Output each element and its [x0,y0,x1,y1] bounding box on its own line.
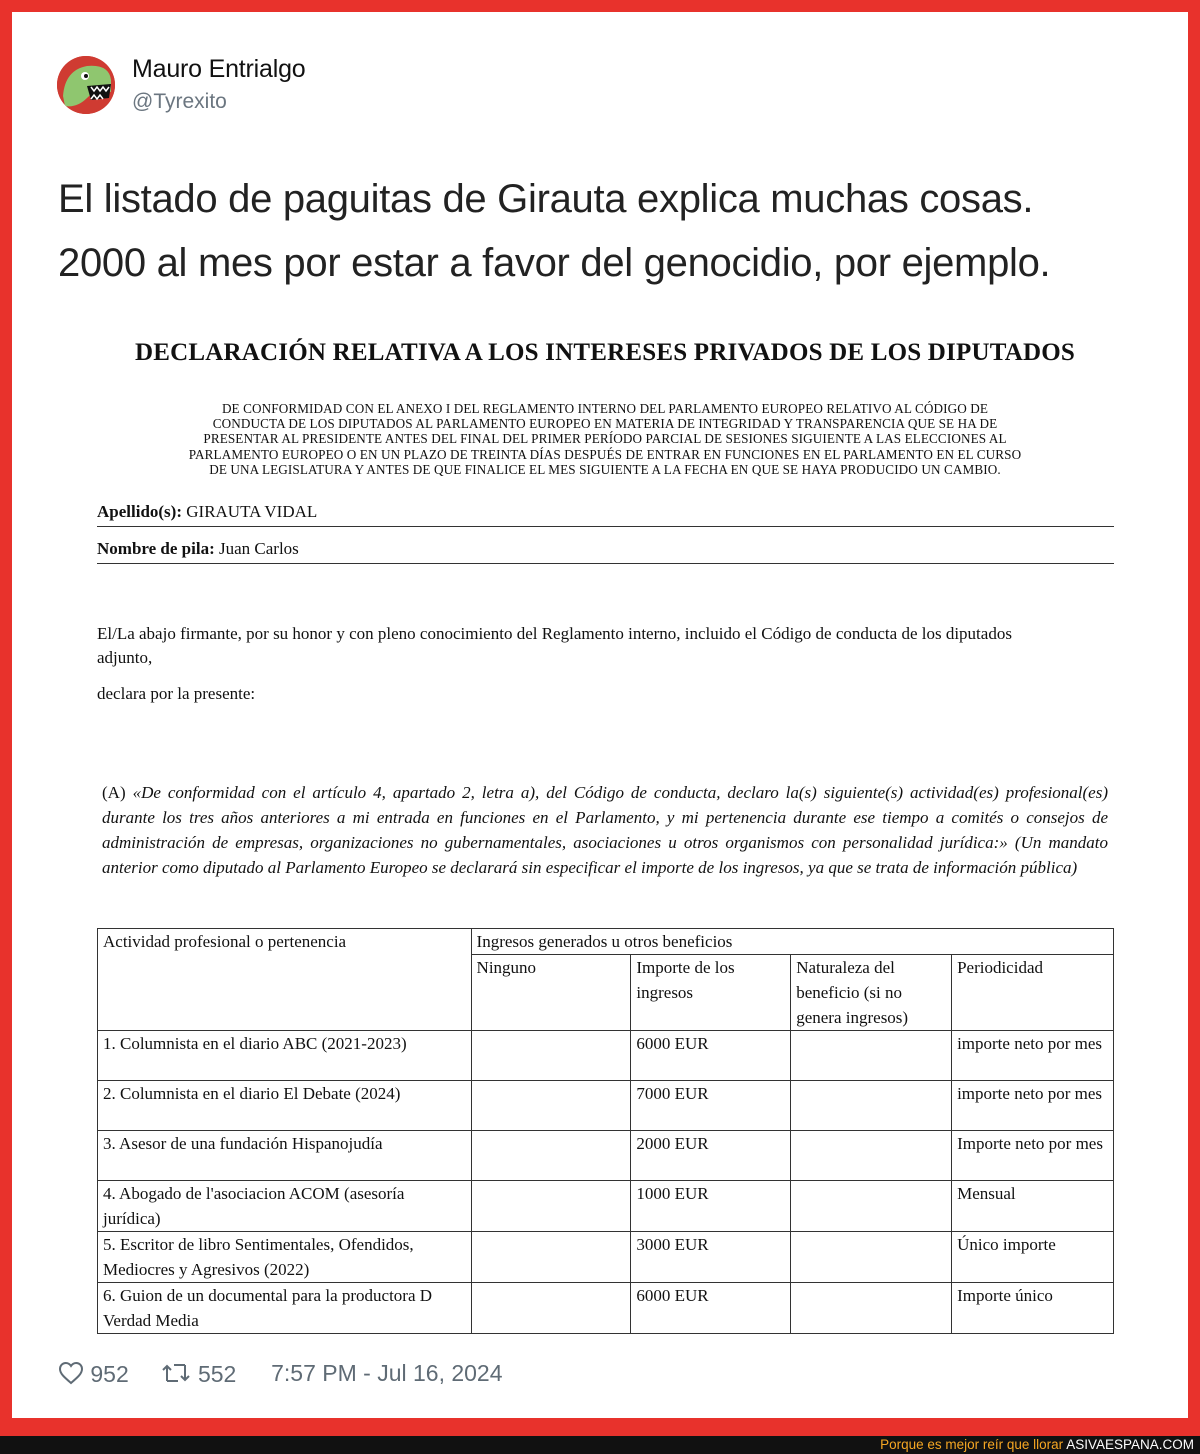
preamble-line: CONDUCTA DE LOS DIPUTADOS AL PARLAMENTO EUROPEO EN MATERIA DE INTEGRIDAD Y TRANSPARENCIA QUE SE HA DE [212,416,998,432]
firstname-value: Juan Carlos [219,539,299,558]
preamble-line: DE UNA LEGISLATURA Y ANTES DE QUE FINALICE EL MES SIGUIENTE A LA FECHA EN QUE SE HAYA PRODUCIDO UN CAMBIO. [209,461,1001,477]
cell-activity: 4. Abogado de l'asociacion ACOM (asesoría jurídica) [98,1181,472,1232]
tweet-text-line: 2000 al mes por estar a favor del genocidio, por ejemplo. [58,241,1051,285]
author-name[interactable]: Mauro Entrialgo [132,55,306,83]
cell-none [471,1283,631,1334]
cell-activity: 5. Escritor de libro Sentimentales, Ofendidos, Mediocres y Agresivos (2022) [98,1232,472,1283]
cell-amount: 7000 EUR [631,1081,791,1131]
watermark-site[interactable]: ASIVAESPANA.COM [1066,1437,1194,1452]
cell-nature [791,1181,952,1232]
cell-period: importe neto por mes [952,1081,1114,1131]
subheader-period: Periodicidad [952,955,1114,1031]
tweet-text [58,167,1158,295]
cell-period: importe neto por mes [952,1031,1114,1081]
subheader-nature: Naturaleza del beneficio (si no genera ingresos) [791,955,952,1031]
table-row [98,1232,1114,1283]
cell-nature [791,1283,952,1334]
preamble-line: DE CONFORMIDAD CON EL ANEXO I DEL REGLAMENTO INTERNO DEL PARLAMENTO EUROPEO RELATIVO AL CÓDIGO DE [221,401,989,416]
tweet-text-line: El listado de paguitas de Girauta explica muchas cosas. [58,177,1034,221]
section-a-prefix: (A) [102,783,126,802]
surname-value: GIRAUTA VIDAL [186,502,318,521]
surname-label: Apellido(s): [97,502,182,521]
declares-text: declara por la presente: [97,684,256,703]
table-row [98,1031,1114,1081]
cell-amount: 1000 EUR [631,1181,791,1232]
cell-activity: 6. Guion de un documental para la productora D Verdad Media [98,1283,472,1334]
cell-amount: 2000 EUR [631,1131,791,1181]
income-table [97,928,1114,1334]
cell-nature [791,1031,952,1081]
retweet-icon [160,1361,192,1385]
tweet-timestamp[interactable]: 7:57 PM - Jul 16, 2024 [271,1360,503,1387]
heart-icon [58,1361,84,1385]
cell-activity: 2. Columnista en el diario El Debate (2024) [98,1081,472,1131]
section-a-text [102,780,1108,880]
watermark-bar [0,1436,1200,1454]
author-handle[interactable]: @Tyrexito [132,90,227,113]
document-title: DECLARACIÓN RELATIVA A LOS INTERESES PRIVADOS DE LOS DIPUTADOS [135,339,1075,366]
like-count: 952 [90,1361,129,1388]
retweet-button[interactable] [160,1360,237,1388]
tweet-stats [58,1359,503,1388]
cell-none [471,1031,631,1081]
header-income: Ingresos generados u otros beneficios [471,929,1113,955]
subheader-none: Ninguno [471,955,631,1031]
cell-activity: 3. Asesor de una fundación Hispanojudía [98,1131,472,1181]
declaration-line: El/La abajo firmante, por su honor y con pleno conocimiento del Reglamento interno, incluido el Código de conducta de los diputados [97,624,1012,643]
cell-period: Único importe [952,1232,1114,1283]
watermark-tagline: Porque es mejor reír que llorar [880,1437,1064,1452]
cell-nature [791,1232,952,1283]
preamble-line: PRESENTAR AL PRESIDENTE ANTES DEL FINAL DEL PRIMER PERÍODO PARCIAL DE SESIONES SIGUIENTE A LAS ELECCIONES AL [203,431,1007,447]
cell-period: Importe único [952,1283,1114,1334]
table-row [98,1131,1114,1181]
cell-period: Importe neto por mes [952,1131,1114,1181]
cell-none [471,1181,631,1232]
cell-amount: 6000 EUR [631,1283,791,1334]
section-a-body: «De conformidad con el artículo 4, apartado 2, letra a), del Código de conducta, declaro la(s) siguiente(s) actividad(es) profesional(es) durante los tres años anteriores a mi entrada en funciones en el Parlamento, y mi pertenencia durante ese tiempo a comités o consejos de administración de empresas, organizaciones no gubernamentales, asociaciones u otros organismos con personalidad jurídica:» (Un mandato anterior como diputado al Parlamento Europeo se declarará sin especificar el importe de los ingresos, ya que se trata de información pública) [102,783,1109,877]
firstname-field [97,539,1114,564]
subheader-amount: Importe de los ingresos [631,955,791,1031]
retweet-count: 552 [197,1361,237,1388]
table-row [98,1181,1114,1232]
avatar[interactable] [57,56,115,114]
declaration-paragraph [97,622,1117,670]
table-row [98,1283,1114,1334]
preamble-line: PARLAMENTO EUROPEO O EN UN PLAZO DE TREINTA DÍAS DESPUÉS DE ENTRAR EN FUNCIONES EN EL PARLAMENTO EN EL CURSO [188,446,1022,462]
cell-none [471,1131,631,1181]
cell-nature [791,1131,952,1181]
cell-amount: 6000 EUR [631,1031,791,1081]
table-row [98,1081,1114,1131]
header-activity: Actividad profesional o pertenencia [98,929,472,1031]
cell-none [471,1232,631,1283]
cell-amount: 3000 EUR [631,1232,791,1283]
document-preamble [120,401,1090,477]
table-header-row [98,929,1114,955]
surname-field [97,502,1114,527]
declaration-line: adjunto, [97,648,153,667]
cell-activity: 1. Columnista en el diario ABC (2021-2023) [98,1031,472,1081]
like-button[interactable] [58,1360,129,1388]
watermark-caption [880,1436,1194,1454]
dinosaur-avatar-icon [57,56,115,114]
firstname-label: Nombre de pila: [97,539,215,558]
cell-none [471,1081,631,1131]
cell-period: Mensual [952,1181,1114,1232]
cell-nature [791,1081,952,1131]
